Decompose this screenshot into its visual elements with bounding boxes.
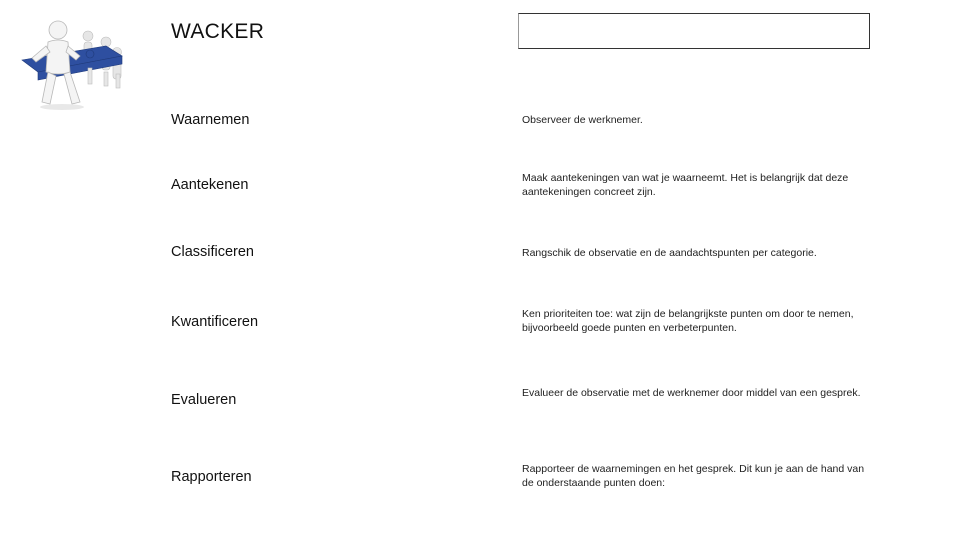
page-title: WACKER [171, 20, 265, 43]
title-placeholder-box [518, 13, 870, 49]
step-term: Classificeren [171, 244, 254, 260]
step-description: Evalueer de observatie met de werknemer door middel van een gesprek. [522, 387, 861, 399]
step-term: Evalueren [171, 392, 237, 408]
step-description: Ken prioriteiten toe: wat zijn de belangrijkste punten om door te nemen, bijvoorbeeld goede punten en verbeterpunten. [522, 308, 854, 334]
step-term: Waarnemen [171, 112, 250, 128]
step-description: Rangschik de observatie en de aandachtspunten per categorie. [522, 247, 817, 259]
step-description: Rapporteer de waarnemingen en het gesprek. Dit kun je aan de hand van de onderstaande punten doen: [522, 463, 865, 489]
step-term: Rapporteren [171, 469, 252, 485]
step-term: Aantekenen [171, 177, 249, 193]
step-description: Maak aantekeningen van wat je waarneemt. Het is belangrijk dat deze aantekeningen concreet zijn. [522, 172, 849, 198]
step-term: Kwantificeren [171, 314, 259, 330]
puzzle-figures-illustration-icon [18, 12, 130, 112]
step-description: Observeer de werknemer. [522, 114, 643, 126]
